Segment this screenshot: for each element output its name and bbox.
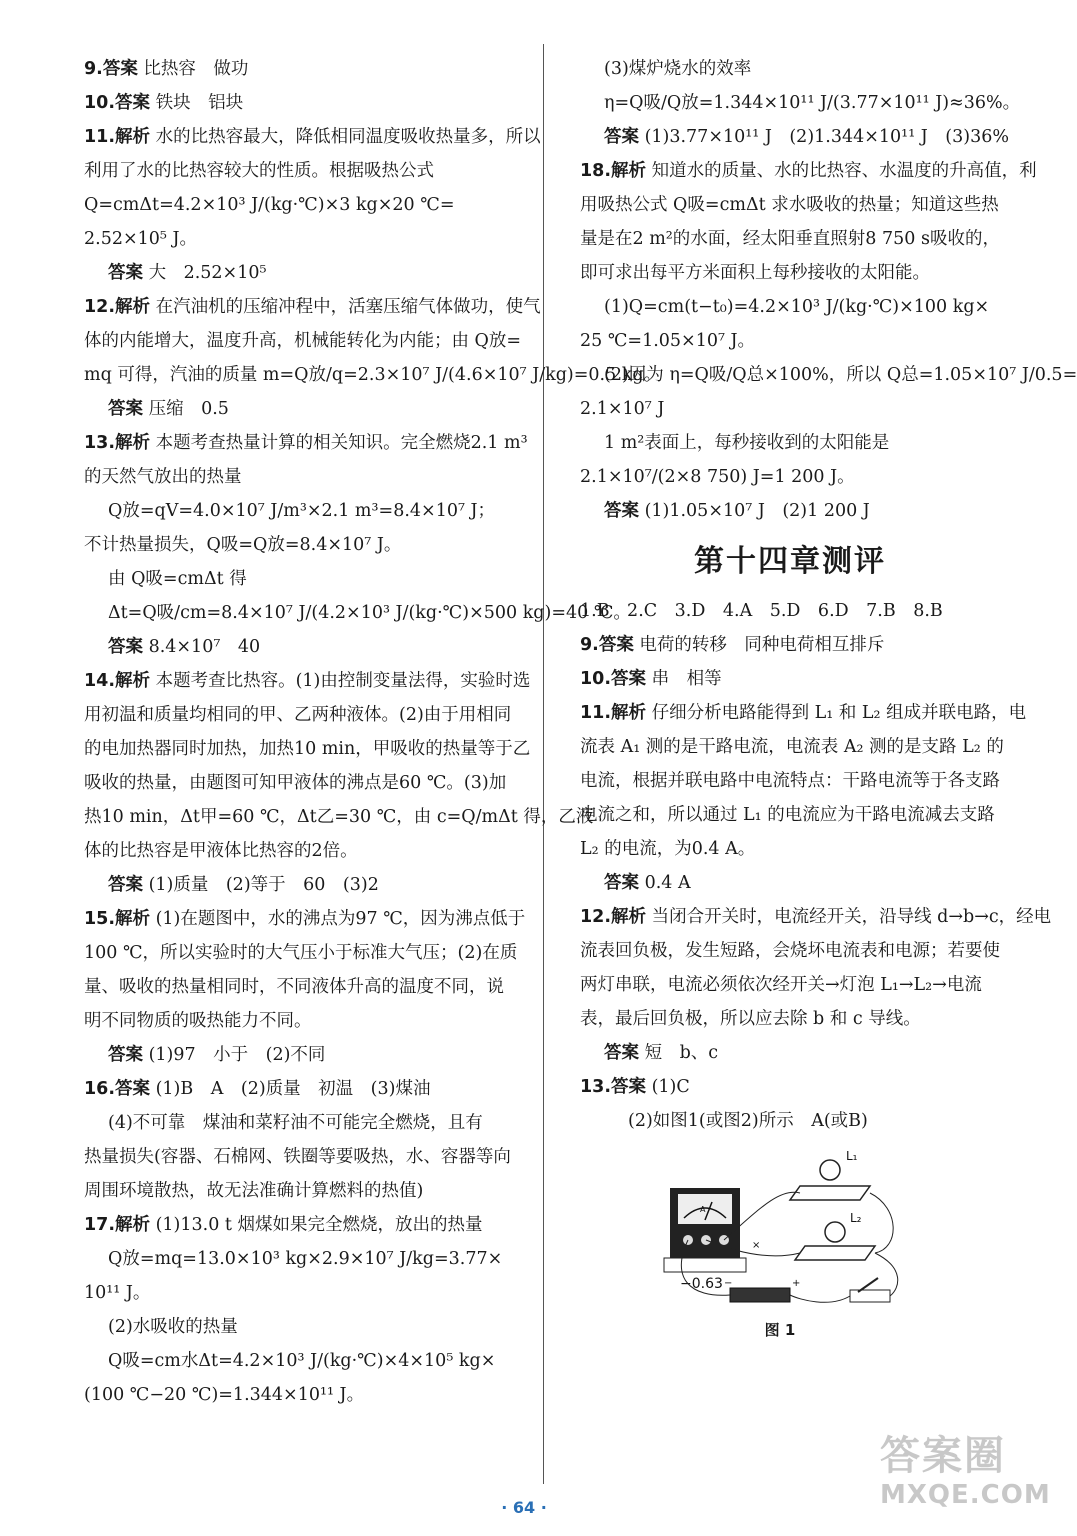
text-line [580, 358, 1077, 392]
text-line [84, 460, 530, 494]
analysis-tag: 解析 [115, 909, 151, 929]
question-number: 12. [580, 907, 612, 927]
text-line [580, 1002, 1000, 1036]
text-line [580, 798, 1000, 832]
text-line [84, 290, 541, 324]
line-text: (1)C [646, 1077, 690, 1097]
answer-tag: 答案 [598, 635, 634, 655]
text-line [580, 52, 1000, 86]
line-text: (1)在题图中，水的沸点为97 ℃，因为沸点低于 [150, 909, 526, 929]
answer-tag: 答案 [604, 1043, 639, 1063]
answer-tag: 答案 [108, 1045, 143, 1065]
text-line [580, 324, 1000, 358]
text-line [84, 392, 530, 426]
text-line [580, 86, 1021, 120]
text-line [84, 562, 530, 596]
page-number: · 64 · [501, 1498, 547, 1517]
answer-tag: 答案 [115, 1079, 151, 1099]
analysis-tag: 解析 [115, 433, 151, 453]
text-line [84, 596, 631, 630]
line-text: (100 ℃−20 ℃)=1.344×10¹¹ J。 [84, 1385, 365, 1405]
line-text: (3)煤炉烧水的效率 [604, 59, 752, 79]
text-line [84, 630, 530, 664]
line-text: η=Q吸/Q放=1.344×10¹¹ J/(3.77×10¹¹ J)≈36%。 [604, 93, 1021, 113]
line-text: 压缩 0.5 [143, 399, 229, 419]
text-line [84, 1106, 530, 1140]
text-line [580, 900, 1052, 934]
line-text: 用初温和质量均相同的甲、乙两种液体。(2)由于用相同 [84, 705, 512, 725]
figure-caption: 图 1 [764, 1321, 796, 1339]
line-text: 100 ℃，所以实验时的大气压小于标准大气压；(2)在质 [84, 943, 518, 963]
text-line [84, 222, 530, 256]
answer-tag: 答案 [604, 873, 639, 893]
question-number: 11. [84, 127, 116, 147]
answer-tag: 答案 [108, 637, 143, 657]
text-line [580, 1104, 1000, 1138]
line-text: 知道水的质量、水的比热容、水温度的升高值，利 [646, 161, 1037, 181]
battery-positive-label: + [792, 1278, 801, 1289]
question-number: 16. [84, 1079, 116, 1099]
text-line [84, 970, 530, 1004]
line-text: 2.1×10⁷/(2×8 750) J=1 200 J。 [580, 467, 855, 487]
line-text: 即可求出每平方米面积上每秒接收的太阳能。 [580, 263, 930, 283]
line-text: Q放=mq=13.0×10³ kg×2.9×10⁷ J/kg=3.77× [108, 1249, 503, 1269]
question-number: 15. [84, 909, 116, 929]
text-line [580, 120, 1009, 154]
text-line [84, 902, 530, 936]
line-text: 流表回负极，发生短路，会烧坏电流表和电源；若要使 [580, 941, 1000, 961]
line-text: 不计热量损失，Q吸=Q放=8.4×10⁷ J。 [84, 535, 402, 555]
text-line [84, 1310, 530, 1344]
line-text: 短 b、c [639, 1043, 719, 1063]
column-divider [543, 44, 544, 1484]
line-text: 比热容 做功 [137, 59, 249, 79]
line-text: (2)如图1(或图2)所示 A(或B) [628, 1111, 868, 1131]
text-line [580, 1070, 1000, 1104]
analysis-tag: 解析 [115, 127, 151, 147]
line-text: 的电加热器同时加热，加热10 min，甲吸收的热量等于乙 [84, 739, 531, 759]
text-line [84, 1208, 530, 1242]
line-text: (1)1.05×10⁷ J (2)1 200 J [639, 501, 870, 521]
answer-tag: 答案 [108, 875, 143, 895]
text-line [580, 696, 1027, 730]
text-line [580, 256, 1000, 290]
text-line [84, 766, 530, 800]
text-line [580, 1036, 1000, 1070]
line-text: (1)97 小于 (2)不同 [143, 1045, 326, 1065]
line-text: 利用了水的比热容较大的性质。根据吸热公式 [84, 161, 434, 181]
line-text: 10¹¹ J。 [84, 1283, 151, 1303]
line-text: 吸收的热量，由题图可知甲液体的沸点是60 ℃。(3)加 [84, 773, 507, 793]
line-text: 1 m²表面上，每秒接收到的太阳能是 [604, 433, 890, 453]
text-line [580, 730, 1004, 764]
answer-tag: 答案 [604, 501, 639, 521]
line-text: 0.4 A [639, 873, 691, 893]
line-text: 电流之和，所以通过 L₁ 的电流应为干路电流减去支路 [580, 805, 995, 825]
text-line [580, 628, 1000, 662]
question-number: 9. [580, 635, 599, 655]
text-line [84, 868, 530, 902]
question-number: 10. [580, 669, 612, 689]
line-text: (1)3.77×10¹¹ J (2)1.344×10¹¹ J (3)36% [639, 127, 1009, 147]
question-number: 14. [84, 671, 116, 691]
answer-tag: 答案 [611, 1077, 647, 1097]
bulb-l1-label: L₁ [846, 1149, 858, 1163]
line-text: 本题考查热量计算的相关知识。完全燃烧2.1 m³ [150, 433, 528, 453]
text-line [84, 1038, 530, 1072]
question-number: 12. [84, 297, 116, 317]
text-line [84, 936, 530, 970]
analysis-tag: 解析 [611, 907, 647, 927]
wire-cross-mark: × [752, 1240, 761, 1251]
text-line [580, 222, 1000, 256]
text-line [580, 426, 1000, 460]
ammeter-label: A [700, 1205, 706, 1214]
line-text: 串 相等 [646, 669, 722, 689]
line-text: Q放=qV=4.0×10⁷ J/m³×2.1 m³=8.4×10⁷ J； [108, 501, 496, 521]
bulb-l1-base [790, 1186, 870, 1200]
text-line [580, 866, 1000, 900]
text-line [580, 934, 1000, 968]
right-column [580, 52, 1077, 1342]
line-text: L₂ 的电流，为0.4 A。 [580, 839, 756, 859]
text-line [84, 256, 530, 290]
question-number: 17. [84, 1215, 116, 1235]
line-text: 仔细分析电路能得到 L₁ 和 L₂ 组成并联电路，电 [646, 703, 1027, 723]
line-text: 在汽油机的压缩冲程中，活塞压缩气体做功，使气 [150, 297, 541, 317]
text-line [580, 662, 1000, 696]
text-line [84, 120, 541, 154]
text-line [84, 732, 530, 766]
right-column-bottom-text [580, 594, 1052, 1138]
line-text: 电流，根据并联电路中电流特点：干路电流等于各支路 [580, 771, 1000, 791]
text-line [84, 358, 662, 392]
answer-tag: 答案 [108, 263, 143, 283]
ammeter-base [664, 1258, 746, 1272]
answer-tag: 答案 [102, 59, 138, 79]
text-line [580, 764, 1000, 798]
text-line [84, 664, 530, 698]
ammeter-range-label: −0.63 [680, 1276, 723, 1292]
line-text: (1)13.0 t 烟煤如果完全燃烧，放出的热量 [150, 1215, 483, 1235]
text-line [84, 52, 530, 86]
line-text: 表，最后回负极，所以应去除 b 和 c 导线。 [580, 1009, 921, 1029]
line-text: 周围环境散热，故无法准确计算燃料的热值) [84, 1181, 424, 1201]
line-text: 的天然气放出的热量 [84, 467, 242, 487]
watermark-logo [880, 1432, 1051, 1522]
switch-base [850, 1290, 890, 1302]
text-line [580, 290, 1000, 324]
text-line [84, 528, 530, 562]
line-text: 热10 min，Δt甲=60 ℃，Δt乙=30 ℃，由 c=Q/mΔt 得，乙液 [84, 807, 594, 827]
line-text: mq 可得，汽油的质量 m=Q放/q=2.3×10⁷ J/(4.6×10⁷ J/kg)=0.5 kg。 [84, 365, 662, 385]
line-text: (1)B A (2)质量 初温 (3)煤油 [150, 1079, 431, 1099]
watermark-top-text: 答案圈 [880, 1433, 1006, 1479]
battery-negative-label: − [724, 1278, 733, 1289]
question-number: 10. [84, 93, 116, 113]
line-text: 量是在2 m²的水面，经太阳垂直照射8 750 s吸收的， [580, 229, 1000, 249]
text-line [84, 1140, 530, 1174]
text-line [84, 1072, 530, 1106]
text-line [84, 86, 530, 120]
bulb-l2-label: L₂ [850, 1211, 862, 1225]
analysis-tag: 解析 [115, 671, 151, 691]
bulb-l2-icon [825, 1222, 845, 1242]
line-text: 本题考查比热容。(1)由控制变量法得，实验时选 [150, 671, 531, 691]
analysis-tag: 解析 [115, 1215, 151, 1235]
line-text: 两灯串联，电流必须依次经开关→灯泡 L₁→L₂→电流 [580, 975, 982, 995]
line-text: Q=cmΔt=4.2×10³ J/(kg·℃)×3 kg×20 ℃= [84, 195, 455, 215]
line-text: 25 ℃=1.05×10⁷ J。 [580, 331, 756, 351]
line-text: Q吸=cm水Δt=4.2×10³ J/(kg·℃)×4×10⁵ kg× [108, 1351, 496, 1371]
text-line [580, 188, 1000, 222]
line-text: (2)因为 η=Q吸/Q总×100%，所以 Q总=1.05×10⁷ J/0.5= [604, 365, 1077, 385]
text-line [580, 154, 1037, 188]
text-line [84, 494, 530, 528]
line-text: (1)Q=cm(t−t₀)=4.2×10³ J/(kg·℃)×100 kg× [604, 297, 990, 317]
wire-e [790, 1295, 850, 1302]
analysis-tag: 解析 [611, 161, 647, 181]
line-text: 用吸热公式 Q吸=cmΔt 求水吸收的热量；知道这些热 [580, 195, 999, 215]
line-text: 1.B 2.C 3.D 4.A 5.D 6.D 7.B 8.B [580, 601, 943, 621]
question-number: 18. [580, 161, 612, 181]
line-text: 热量损失(容器、石棉网、铁圈等要吸热，水、容器等向 [84, 1147, 511, 1167]
line-text: (4)不可靠 煤油和菜籽油不可能完全燃烧，且有 [108, 1113, 483, 1133]
line-text: 2.52×10⁵ J。 [84, 229, 197, 249]
bulb-l2-base [795, 1246, 875, 1260]
question-number: 13. [580, 1077, 612, 1097]
line-text: 体的比热容是甲液体比热容的2倍。 [84, 841, 358, 861]
question-number: 9. [84, 59, 103, 79]
circuit-figure [650, 1148, 910, 1318]
answer-tag: 答案 [611, 669, 647, 689]
text-line [84, 1276, 530, 1310]
answer-tag: 答案 [604, 127, 639, 147]
line-text: 量、吸收的热量相同时，不同液体升高的温度不同，说 [84, 977, 504, 997]
line-text: 流表 A₁ 测的是干路电流，电流表 A₂ 测的是支路 L₂ 的 [580, 737, 1004, 757]
text-line [84, 426, 530, 460]
text-line [84, 1174, 530, 1208]
battery-icon [730, 1288, 790, 1302]
chapter-title: 第十四章测评 [694, 544, 886, 579]
text-line [580, 594, 1000, 628]
question-number: 13. [84, 433, 116, 453]
line-text: (2)水吸收的热量 [108, 1317, 238, 1337]
text-line [580, 832, 1000, 866]
text-line [580, 460, 1000, 494]
line-text: 由 Q吸=cmΔt 得 [108, 569, 247, 589]
text-line [84, 834, 530, 868]
text-line [84, 800, 594, 834]
wire-c [870, 1193, 893, 1253]
answer-tag: 答案 [115, 93, 151, 113]
line-text: 体的内能增大，温度升高，机械能转化为内能；由 Q放= [84, 331, 522, 351]
line-text: 当闭合开关时，电流经开关，沿导线 d→b→c，经电 [646, 907, 1052, 927]
text-line [84, 188, 530, 222]
line-text: 2.1×10⁷ J [580, 399, 665, 419]
text-line [84, 1242, 530, 1276]
right-column-top-text [580, 52, 1077, 528]
line-text: (1)质量 (2)等于 60 (3)2 [143, 875, 379, 895]
line-text: 8.4×10⁷ 40 [143, 637, 261, 657]
text-line [84, 324, 530, 358]
line-text: 大 2.52×10⁵ [143, 263, 267, 283]
text-line [84, 698, 530, 732]
analysis-tag: 解析 [115, 297, 151, 317]
analysis-tag: 解析 [611, 703, 647, 723]
text-line [580, 968, 1000, 1002]
line-text: 明不同物质的吸热能力不同。 [84, 1011, 312, 1031]
text-line [580, 494, 1000, 528]
watermark-bottom-text: MXQE.COM [880, 1480, 1051, 1510]
text-line [84, 154, 530, 188]
text-line [84, 1344, 530, 1378]
line-text: 铁块 铝块 [150, 93, 244, 113]
bulb-l1-icon [820, 1160, 840, 1180]
text-line [84, 1004, 530, 1038]
circuit-diagram [650, 1148, 910, 1318]
text-line [580, 392, 1000, 426]
question-number: 11. [580, 703, 612, 723]
line-text: 水的比热容最大，降低相同温度吸收热量多，所以 [150, 127, 541, 147]
text-line [84, 1378, 530, 1412]
line-text: Δt=Q吸/cm=8.4×10⁷ J/(4.2×10³ J/(kg·℃)×500 kg)=40 ℃。 [108, 603, 631, 623]
answer-tag: 答案 [108, 399, 143, 419]
line-text: 电荷的转移 同种电荷相互排斥 [633, 635, 885, 655]
